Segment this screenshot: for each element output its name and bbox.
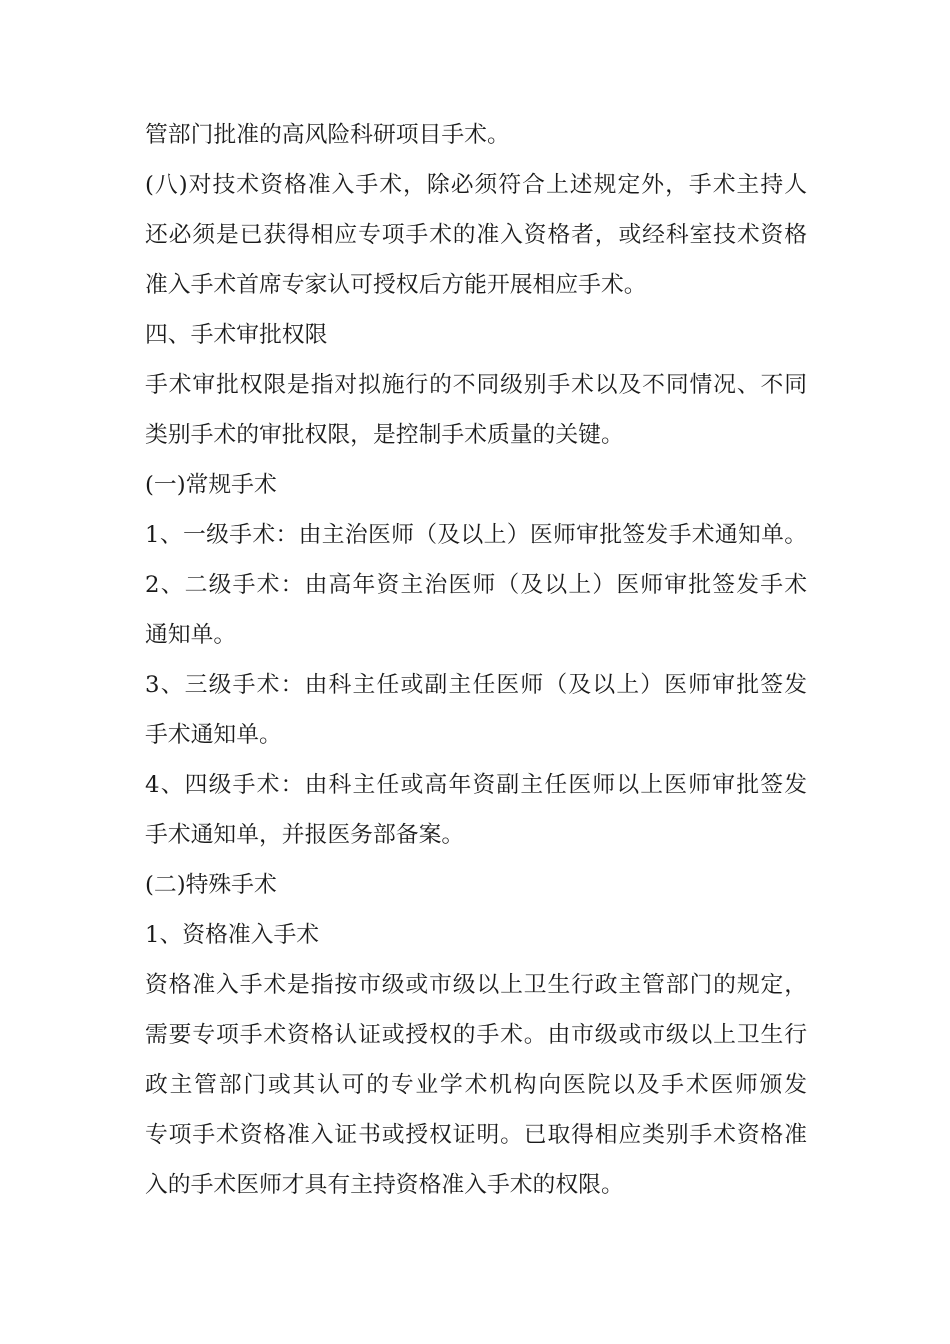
text-line: 需要专项手术资格认证或授权的手术。由市级或市级以上卫生行	[145, 1022, 807, 1048]
text-line: 手术审批权限是指对拟施行的不同级别手术以及不同情况、不同	[145, 372, 807, 398]
subsection-heading: (二)特殊手术	[145, 872, 277, 898]
text-line: (八)对技术资格准入手术，除必须符合上述规定外，手术主持人	[145, 172, 807, 198]
text-line: 专项手术资格准入证书或授权证明。已取得相应类别手术资格准	[145, 1122, 807, 1148]
text-line: 1、一级手术：由主治医师（及以上）医师审批签发手术通知单。	[145, 522, 807, 548]
text-line: 手术通知单，并报医务部备案。	[145, 822, 465, 848]
text-line: 4、四级手术：由科主任或高年资副主任医师以上医师审批签发	[145, 772, 807, 798]
text-line: 通知单。	[145, 622, 237, 648]
text-line: 手术通知单。	[145, 722, 282, 748]
text-line: 政主管部门或其认可的专业学术机构向医院以及手术医师颁发	[145, 1072, 807, 1098]
text-line: 资格准入手术是指按市级或市级以上卫生行政主管部门的规定，	[145, 972, 807, 998]
subsection-heading: (一)常规手术	[145, 472, 277, 498]
text-line: 类别手术的审批权限，是控制手术质量的关键。	[145, 422, 624, 448]
text-line: 管部门批准的高风险科研项目手术。	[145, 122, 510, 148]
text-line: 2、二级手术：由高年资主治医师（及以上）医师审批签发手术	[145, 572, 807, 598]
text-line: 还必须是已获得相应专项手术的准入资格者，或经科室技术资格	[145, 222, 807, 248]
item-heading: 1、资格准入手术	[145, 922, 320, 948]
text-line: 3、三级手术：由科主任或副主任医师（及以上）医师审批签发	[145, 672, 807, 698]
text-line: 入的手术医师才具有主持资格准入手术的权限。	[145, 1172, 624, 1198]
document-body	[145, 110, 807, 1210]
text-line: 准入手术首席专家认可授权后方能开展相应手术。	[145, 272, 647, 298]
section-heading: 四、手术审批权限	[145, 322, 328, 348]
